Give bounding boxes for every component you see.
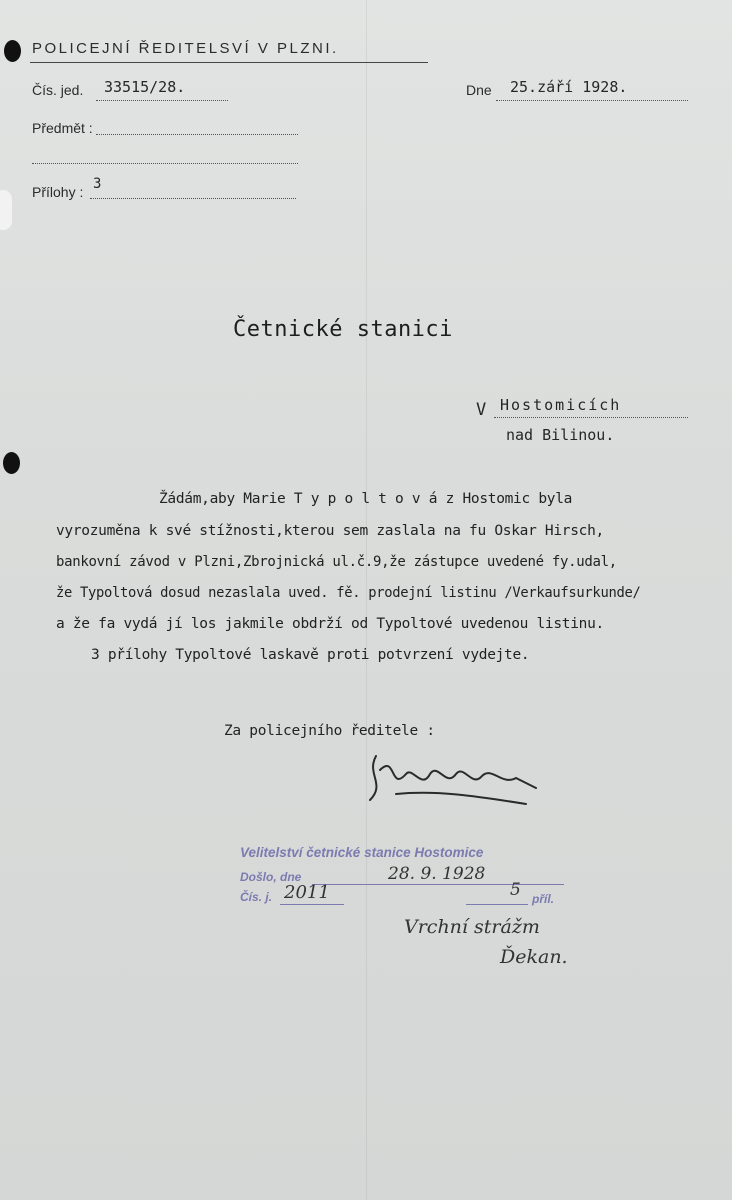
- reference-label: Čís. jed.: [32, 82, 84, 98]
- body-line-3: bankovní závod v Plzni,Zbrojnická ul.č.9,že zástupce uvedené fy.udal,: [56, 554, 617, 570]
- date-value: 25.září 1928.: [510, 78, 628, 96]
- stamp-attachments-rule: [466, 904, 528, 905]
- attachments-label: Přílohy :: [32, 184, 84, 200]
- signature-mark: [356, 744, 546, 814]
- date-label: Dne: [466, 82, 492, 98]
- punch-hole-top: [4, 40, 21, 62]
- stamp-number-value: 2011: [284, 882, 330, 903]
- stamp-attachments-value: 5: [510, 880, 521, 900]
- office-header: POLICEJNÍ ŘEDITELSVÍ V PLZNI.: [32, 40, 339, 57]
- addressee-place-prefix: V: [476, 400, 487, 420]
- handwritten-note-line2: Ďekan.: [500, 946, 568, 968]
- body-line-1: Žádám,aby Marie T y p o l t o v á z Hostomic byla: [159, 491, 573, 507]
- reference-number: 33515/28.: [104, 78, 186, 96]
- body-line-5: a že fa vydá jí los jakmile obdrží od Typoltové uvedenou listinu.: [56, 616, 604, 632]
- stamp-number-rule: [280, 904, 344, 905]
- stamp-received-rule: [312, 884, 564, 885]
- reference-dotted-line: [96, 99, 228, 101]
- subject-label: Předmět :: [32, 120, 93, 136]
- addressee-place: Hostomicích: [500, 396, 622, 414]
- closing-line: Za policejního ředitele :: [224, 723, 435, 739]
- header-rule: [30, 62, 428, 63]
- addressee-title: Četnické stanici: [233, 317, 453, 342]
- handwritten-note-line1: Vrchní strážm: [404, 916, 540, 938]
- attachments-dotted-line: [90, 197, 296, 199]
- stamp-received-label: Došlo, dne: [240, 870, 302, 884]
- attachments-count: 3: [93, 176, 102, 192]
- punch-hole-middle: [3, 452, 20, 474]
- subject-dotted-line-2: [32, 162, 298, 164]
- body-line-6: 3 přílohy Typoltové laskavě proti potvrzení vydejte.: [91, 647, 530, 663]
- stamp-attachments-label: příl.: [532, 892, 555, 906]
- addressee-place-line2: nad Bilinou.: [506, 426, 615, 444]
- addressee-dotted-line: [494, 416, 688, 418]
- paper-tear: [0, 190, 12, 230]
- stamp-number-label: Čís. j.: [240, 890, 273, 904]
- subject-dotted-line: [96, 133, 298, 135]
- stamp-received-date: 28. 9. 1928: [388, 864, 486, 884]
- body-line-2: vyrozuměna k své stížnosti,kterou sem zaslala na fu Oskar Hirsch,: [56, 523, 604, 539]
- date-dotted-line: [496, 99, 688, 101]
- stamp-office: Velitelství četnické stanice Hostomice: [240, 845, 484, 860]
- body-line-4: že Typoltová dosud nezaslala uved. fě. prodejní listinu /Verkaufsurkunde/: [56, 585, 641, 601]
